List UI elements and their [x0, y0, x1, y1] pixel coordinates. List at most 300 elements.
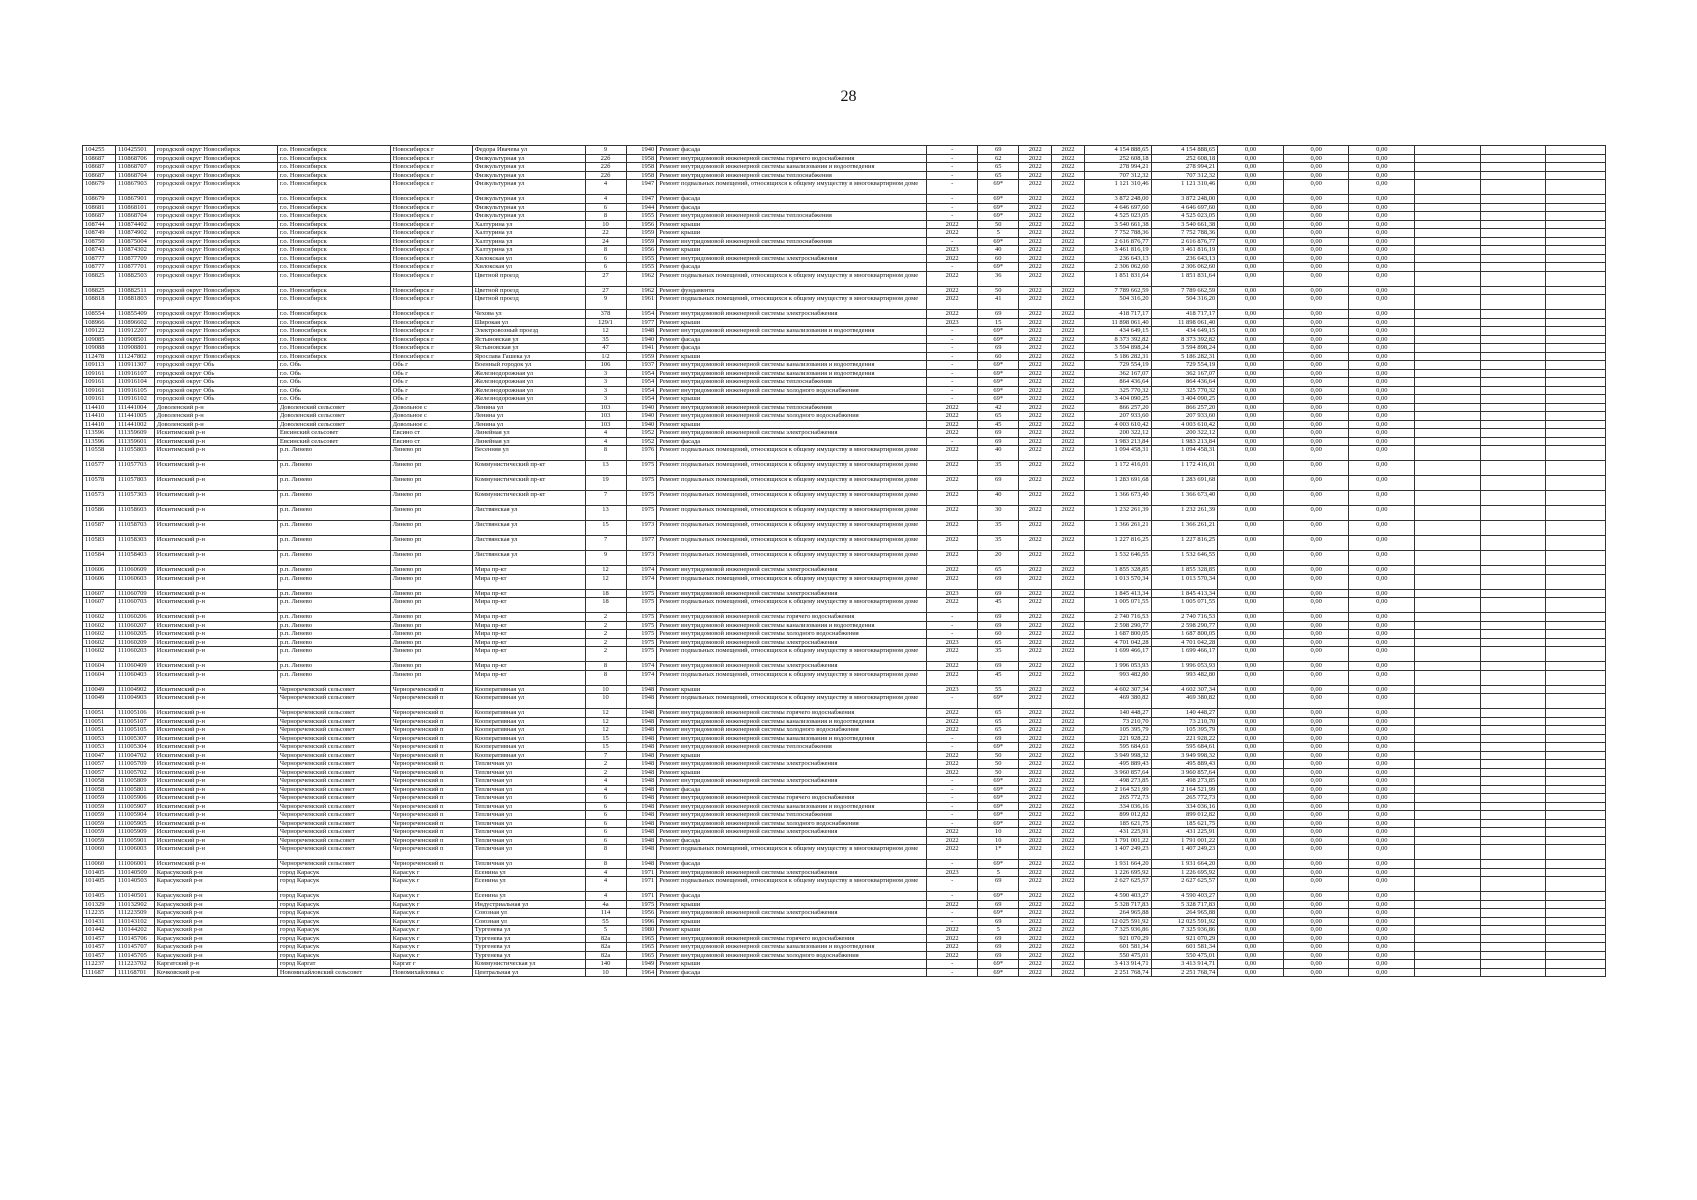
table-row [83, 968, 1606, 977]
table-cell: 0,00 [1283, 685, 1349, 694]
table-cell: 0,00 [1283, 621, 1349, 630]
table-cell: 2022 [1019, 709, 1052, 718]
table-cell: 3 [585, 378, 626, 387]
table-cell: г.о. Новосибирск [277, 237, 390, 246]
table-cell: 0,00 [1283, 709, 1349, 718]
table-cell: Коммунистический пр-кт [472, 491, 585, 506]
table-cell: 1948 [626, 327, 657, 336]
table-cell: 108679 [83, 195, 116, 204]
table-cell: 1 699 466,17 [1151, 647, 1218, 662]
table-cell: 0,00 [1349, 960, 1415, 969]
empty-cell [1480, 246, 1546, 255]
table-cell: Кооперативная ул [472, 717, 585, 726]
table-cell: 2022 [1052, 638, 1085, 647]
table-cell: 111005901 [115, 836, 154, 845]
table-cell: 2022 [1052, 943, 1085, 952]
table-cell: 0,00 [1349, 286, 1415, 295]
empty-cell [1480, 220, 1546, 229]
table-cell: 2022 [1019, 163, 1052, 172]
table-cell: Искитимский р-н [154, 751, 277, 760]
table-cell: 0,00 [1283, 613, 1349, 622]
table-cell: 2022 [1019, 909, 1052, 918]
table-cell: 2022 [1052, 647, 1085, 662]
table-cell: р.п. Линево [277, 589, 390, 598]
table-cell: 10 [978, 828, 1019, 837]
table-cell: 4 003 610,42 [1084, 420, 1151, 429]
table-cell: городской округ Новосибирск [154, 286, 277, 295]
table-cell: 0,00 [1218, 203, 1284, 212]
table-cell: 2022 [1052, 709, 1085, 718]
table-cell: 114 [585, 909, 626, 918]
table-cell: 2023 [927, 868, 978, 877]
table-cell: 2022 [1052, 295, 1085, 310]
table-row [83, 163, 1606, 172]
table-cell: Физкультурная ул [472, 154, 585, 163]
empty-cell [1546, 378, 1606, 387]
table-cell: 2022 [927, 760, 978, 769]
table-row [83, 403, 1606, 412]
table-cell: 69 [978, 146, 1019, 155]
empty-cell [1480, 694, 1546, 709]
table-cell: Искитимский р-н [154, 662, 277, 671]
table-cell: 0,00 [1349, 951, 1415, 960]
table-cell: 3 949 998,32 [1151, 751, 1218, 760]
table-cell: 0,00 [1218, 647, 1284, 662]
table-cell: 12 025 591,92 [1084, 917, 1151, 926]
table-cell: - [927, 361, 978, 370]
table-cell: 69 [978, 900, 1019, 909]
table-cell: - [927, 327, 978, 336]
empty-cell [1415, 685, 1481, 694]
table-cell: Чернореченский п [390, 709, 472, 718]
table-cell: 0,00 [1283, 751, 1349, 760]
table-cell: городской округ Новосибирск [154, 220, 277, 229]
table-cell: 0,00 [1283, 335, 1349, 344]
table-cell: Чернореченский п [390, 751, 472, 760]
table-cell: 0,00 [1218, 491, 1284, 506]
table-cell: г.о. Новосибирск [277, 229, 390, 238]
table-cell: 5 [978, 229, 1019, 238]
table-cell: Ремонт крыши [657, 685, 927, 694]
table-cell: 18 [585, 589, 626, 598]
table-cell: 1959 [626, 229, 657, 238]
table-cell: 0,00 [1349, 229, 1415, 238]
table-cell: 110868707 [115, 163, 154, 172]
table-cell: 1948 [626, 768, 657, 777]
table-cell: Ремонт внутридомовой инженерной системы горячего водоснабжения [657, 154, 927, 163]
table-cell: 3 413 914,71 [1084, 960, 1151, 969]
table-cell: 993 482,80 [1084, 670, 1151, 685]
table-cell: 2022 [1052, 203, 1085, 212]
table-cell: 0,00 [1349, 768, 1415, 777]
table-cell: 1 226 695,92 [1151, 868, 1218, 877]
table-cell: 113596 [83, 429, 116, 438]
empty-cell [1546, 877, 1606, 892]
table-cell: Кочковский р-н [154, 968, 277, 977]
table-cell: 22б [585, 154, 626, 163]
table-cell: Физкультурная ул [472, 180, 585, 195]
table-row [83, 566, 1606, 575]
table-cell: Ремонт подвальных помещений, относящихся к общему имуществу в многоквартирном доме [657, 180, 927, 195]
table-cell: Ремонт внутридомовой инженерной системы электроснабжения [657, 662, 927, 671]
table-cell: 69* [978, 694, 1019, 709]
table-cell: 0,00 [1283, 900, 1349, 909]
table-row [83, 361, 1606, 370]
table-cell: 3 949 998,32 [1084, 751, 1151, 760]
table-cell: 110059 [83, 819, 116, 828]
table-cell: Ремонт подвальных помещений, относящихся к общему имуществу в многоквартирном доме [657, 491, 927, 506]
table-cell: Ремонт фасада [657, 836, 927, 845]
table-cell: 0,00 [1349, 836, 1415, 845]
table-cell: Чернореченский п [390, 819, 472, 828]
empty-cell [1480, 621, 1546, 630]
empty-cell [1546, 726, 1606, 735]
table-cell: 111004902 [115, 685, 154, 694]
table-cell: 110604 [83, 662, 116, 671]
empty-cell [1415, 811, 1481, 820]
table-cell: 5 186 282,31 [1084, 352, 1151, 361]
table-cell: 3 413 914,71 [1151, 960, 1218, 969]
table-cell: 24 [585, 237, 626, 246]
table-cell: 108750 [83, 237, 116, 246]
table-cell: 111005709 [115, 760, 154, 769]
table-cell: городской округ Обь [154, 361, 277, 370]
table-cell: 0,00 [1349, 934, 1415, 943]
table-cell: 0,00 [1283, 263, 1349, 272]
table-cell: 109088 [83, 344, 116, 353]
table-cell: 1 851 831,64 [1151, 271, 1218, 286]
table-cell: 2022 [1052, 685, 1085, 694]
table-row [83, 638, 1606, 647]
empty-cell [1546, 934, 1606, 943]
empty-cell [1480, 263, 1546, 272]
table-cell: 69 [978, 310, 1019, 319]
table-row [83, 203, 1606, 212]
table-cell: 35 [978, 536, 1019, 551]
table-row [83, 589, 1606, 598]
table-cell: 1944 [626, 203, 657, 212]
table-cell: 2022 [1019, 794, 1052, 803]
table-cell: Искитимский р-н [154, 828, 277, 837]
table-cell: 0,00 [1283, 777, 1349, 786]
empty-cell [1415, 310, 1481, 319]
table-cell: 111687 [83, 968, 116, 977]
table-cell: 264 965,88 [1084, 909, 1151, 918]
table-cell: 2022 [1052, 506, 1085, 521]
empty-cell [1546, 352, 1606, 361]
table-cell: Ремонт крыши [657, 420, 927, 429]
table-cell: Карасукский р-н [154, 951, 277, 960]
table-cell: 0,00 [1349, 760, 1415, 769]
table-cell: 2022 [1052, 476, 1085, 491]
table-cell: 4 [585, 877, 626, 892]
table-cell: 1 232 261,39 [1084, 506, 1151, 521]
table-cell: - [927, 180, 978, 195]
table-cell: 108743 [83, 246, 116, 255]
table-cell: Искитимский р-н [154, 819, 277, 828]
table-cell: р.п. Линево [277, 491, 390, 506]
table-cell: Ремонт крыши [657, 768, 927, 777]
table-cell: 2022 [927, 768, 978, 777]
table-cell: 50 [978, 751, 1019, 760]
table-cell: 601 581,34 [1084, 943, 1151, 952]
table-cell: 866 257,20 [1151, 403, 1218, 412]
table-cell: 2022 [1052, 229, 1085, 238]
table-cell: 1 094 458,31 [1151, 446, 1218, 461]
table-cell: 8 [585, 212, 626, 221]
empty-cell [1415, 860, 1481, 869]
table-cell: Доволенский р-н [154, 420, 277, 429]
table-cell: 0,00 [1218, 819, 1284, 828]
table-cell: 0,00 [1218, 461, 1284, 476]
table-cell: 109122 [83, 327, 116, 336]
table-cell: 8 373 392,82 [1084, 335, 1151, 344]
table-cell: 221 928,22 [1084, 734, 1151, 743]
table-cell: 18 [585, 598, 626, 613]
table-cell: 0,00 [1218, 598, 1284, 613]
table-cell: Искитимский р-н [154, 574, 277, 589]
table-cell: Евсинский сельсовет [277, 429, 390, 438]
table-cell: 1 931 664,20 [1084, 860, 1151, 869]
table-cell: 1 283 691,68 [1151, 476, 1218, 491]
table-cell: 0,00 [1349, 943, 1415, 952]
table-cell: Искитимский р-н [154, 630, 277, 639]
table-cell: 0,00 [1283, 926, 1349, 935]
table-cell: 0,00 [1283, 566, 1349, 575]
table-cell: 111005107 [115, 717, 154, 726]
empty-cell [1546, 327, 1606, 336]
table-cell: 110140503 [115, 877, 154, 892]
table-cell: 110577 [83, 461, 116, 476]
table-cell: 2022 [927, 271, 978, 286]
table-cell: 111060609 [115, 566, 154, 575]
table-cell: 110049 [83, 694, 116, 709]
table-cell: 4 525 023,05 [1084, 212, 1151, 221]
table-cell: Чернореченский п [390, 685, 472, 694]
table-cell: 0,00 [1218, 369, 1284, 378]
table-cell: 0,00 [1349, 195, 1415, 204]
table-cell: 3 872 248,00 [1151, 195, 1218, 204]
table-cell: 103 [585, 420, 626, 429]
table-cell: 10 [585, 220, 626, 229]
table-cell: Искитимский р-н [154, 598, 277, 613]
empty-cell [1415, 286, 1481, 295]
table-cell: 1975 [626, 621, 657, 630]
table-cell: 601 581,34 [1151, 943, 1218, 952]
table-cell: Халтурина ул [472, 220, 585, 229]
table-cell: 252 608,18 [1151, 154, 1218, 163]
table-cell: город Карасук [277, 909, 390, 918]
table-cell: Чернореченский п [390, 734, 472, 743]
table-cell: 0,00 [1349, 566, 1415, 575]
table-cell: г.о. Новосибирск [277, 180, 390, 195]
table-cell: 110602 [83, 621, 116, 630]
table-cell: 6 [585, 811, 626, 820]
table-cell: Ремонт внутридомовой инженерной системы холодного водоснабжения [657, 412, 927, 421]
table-row [83, 670, 1606, 685]
table-cell: городской округ Обь [154, 378, 277, 387]
table-cell: г.о. Новосибирск [277, 327, 390, 336]
table-cell: Чернореченский п [390, 694, 472, 709]
empty-cell [1480, 845, 1546, 860]
table-cell: 0,00 [1283, 254, 1349, 263]
table-cell: 1955 [626, 263, 657, 272]
table-cell: 4 [585, 777, 626, 786]
table-cell: город Карасук [277, 943, 390, 952]
table-cell: 69* [978, 785, 1019, 794]
table-cell: Искитимский р-н [154, 845, 277, 860]
table-cell: 69* [978, 369, 1019, 378]
table-cell: 0,00 [1283, 638, 1349, 647]
table-cell: Ремонт крыши [657, 900, 927, 909]
empty-cell [1546, 734, 1606, 743]
table-cell: Новосибирск г [390, 246, 472, 255]
table-cell: 2022 [1052, 670, 1085, 685]
table-cell: Искитимский р-н [154, 670, 277, 685]
empty-cell [1480, 352, 1546, 361]
table-cell: городской округ Новосибирск [154, 212, 277, 221]
table-cell: 2022 [1052, 551, 1085, 566]
table-cell: 2 [585, 630, 626, 639]
table-cell: 2022 [927, 717, 978, 726]
table-row [83, 171, 1606, 180]
table-cell: Ремонт внутридомовой инженерной системы электроснабжения [657, 638, 927, 647]
table-cell: 4 003 610,42 [1151, 420, 1218, 429]
table-cell: 110140501 [115, 892, 154, 901]
empty-cell [1415, 220, 1481, 229]
table-cell: 2022 [1019, 220, 1052, 229]
empty-cell [1546, 819, 1606, 828]
empty-cell [1415, 521, 1481, 536]
table-cell: 0,00 [1218, 295, 1284, 310]
table-cell: 1965 [626, 951, 657, 960]
empty-cell [1480, 794, 1546, 803]
table-cell: 0,00 [1283, 845, 1349, 860]
table-cell: 0,00 [1349, 551, 1415, 566]
table-cell: 1952 [626, 437, 657, 446]
table-cell: 111060207 [115, 621, 154, 630]
table-cell: 101405 [83, 868, 116, 877]
table-cell: 108687 [83, 163, 116, 172]
table-cell: Ремонт фасада [657, 195, 927, 204]
table-cell: Карасук г [390, 951, 472, 960]
table-cell: 0,00 [1283, 246, 1349, 255]
table-cell: - [927, 437, 978, 446]
table-cell: 2023 [927, 589, 978, 598]
table-cell: 0,00 [1283, 868, 1349, 877]
table-cell: 200 322,12 [1084, 429, 1151, 438]
table-cell: г.о. Новосибирск [277, 220, 390, 229]
table-cell: 2022 [1052, 566, 1085, 575]
table-cell: Искитимский р-н [154, 794, 277, 803]
table-cell: Евсино ст [390, 429, 472, 438]
table-cell: 2022 [1052, 361, 1085, 370]
table-cell: Чернореченский п [390, 768, 472, 777]
table-cell: 729 554,19 [1151, 361, 1218, 370]
empty-cell [1546, 476, 1606, 491]
table-row [83, 621, 1606, 630]
table-row [83, 760, 1606, 769]
table-cell: 111005801 [115, 785, 154, 794]
table-cell: городской округ Новосибирск [154, 344, 277, 353]
table-cell: Карасук г [390, 892, 472, 901]
table-cell: Железнодорожная ул [472, 369, 585, 378]
empty-cell [1415, 146, 1481, 155]
table-cell: Ремонт фасада [657, 263, 927, 272]
table-cell: 2022 [927, 934, 978, 943]
table-cell: г.о. Обь [277, 386, 390, 395]
table-cell: Хилокская ул [472, 254, 585, 263]
table-cell: 1 366 261,21 [1084, 521, 1151, 536]
table-cell: 1 791 001,22 [1084, 836, 1151, 845]
table-cell: 1947 [626, 180, 657, 195]
table-row [83, 344, 1606, 353]
table-cell: 2022 [1019, 195, 1052, 204]
table-cell: р.п. Линево [277, 446, 390, 461]
table-cell: 0,00 [1218, 318, 1284, 327]
table-row [83, 437, 1606, 446]
table-cell: 110060 [83, 860, 116, 869]
table-cell: 13 [585, 461, 626, 476]
table-cell: 0,00 [1283, 352, 1349, 361]
table-cell: 0,00 [1283, 717, 1349, 726]
table-cell: 1948 [626, 802, 657, 811]
table-cell: 498 273,85 [1151, 777, 1218, 786]
table-body [83, 146, 1606, 977]
table-cell: Искитимский р-н [154, 685, 277, 694]
table-cell: Чернореченский п [390, 828, 472, 837]
table-cell: Линево рп [390, 521, 472, 536]
table-cell: Искитимский р-н [154, 734, 277, 743]
empty-cell [1546, 670, 1606, 685]
empty-cell [1480, 917, 1546, 926]
table-cell: Искитимский р-н [154, 785, 277, 794]
table-cell: 0,00 [1218, 828, 1284, 837]
table-row [83, 717, 1606, 726]
table-row [83, 647, 1606, 662]
table-cell: 110584 [83, 551, 116, 566]
table-cell: Евсино ст [390, 437, 472, 446]
table-cell: 2022 [1052, 420, 1085, 429]
table-cell: 3 404 090,25 [1151, 395, 1218, 404]
table-cell: Халтурина ул [472, 237, 585, 246]
table-cell: 0,00 [1349, 446, 1415, 461]
table-cell: р.п. Линево [277, 647, 390, 662]
table-cell: 1 407 249,23 [1084, 845, 1151, 860]
table-cell: Черноречемский сельсовет [277, 819, 390, 828]
table-cell: 1 172 416,01 [1151, 461, 1218, 476]
table-cell: Железнодорожная ул [472, 378, 585, 387]
table-cell: Союзная ул [472, 909, 585, 918]
table-cell: Доволенский сельсовет [277, 420, 390, 429]
table-cell: 110868704 [115, 212, 154, 221]
table-row [83, 860, 1606, 869]
table-cell: 69* [978, 203, 1019, 212]
table-cell: 0,00 [1218, 437, 1284, 446]
table-cell: Кооперативная ул [472, 743, 585, 752]
empty-cell [1480, 369, 1546, 378]
table-cell: 1 931 664,20 [1151, 860, 1218, 869]
table-cell: 69* [978, 968, 1019, 977]
table-cell: Мира пр-кт [472, 621, 585, 630]
table-cell: 0,00 [1283, 420, 1349, 429]
table-cell: 69* [978, 195, 1019, 204]
empty-cell [1546, 551, 1606, 566]
table-cell: 2022 [927, 670, 978, 685]
table-cell: 4 [585, 785, 626, 794]
table-cell: Ремонт внутридомовой инженерной системы канализования и водоотведения [657, 369, 927, 378]
table-cell: 0,00 [1218, 536, 1284, 551]
